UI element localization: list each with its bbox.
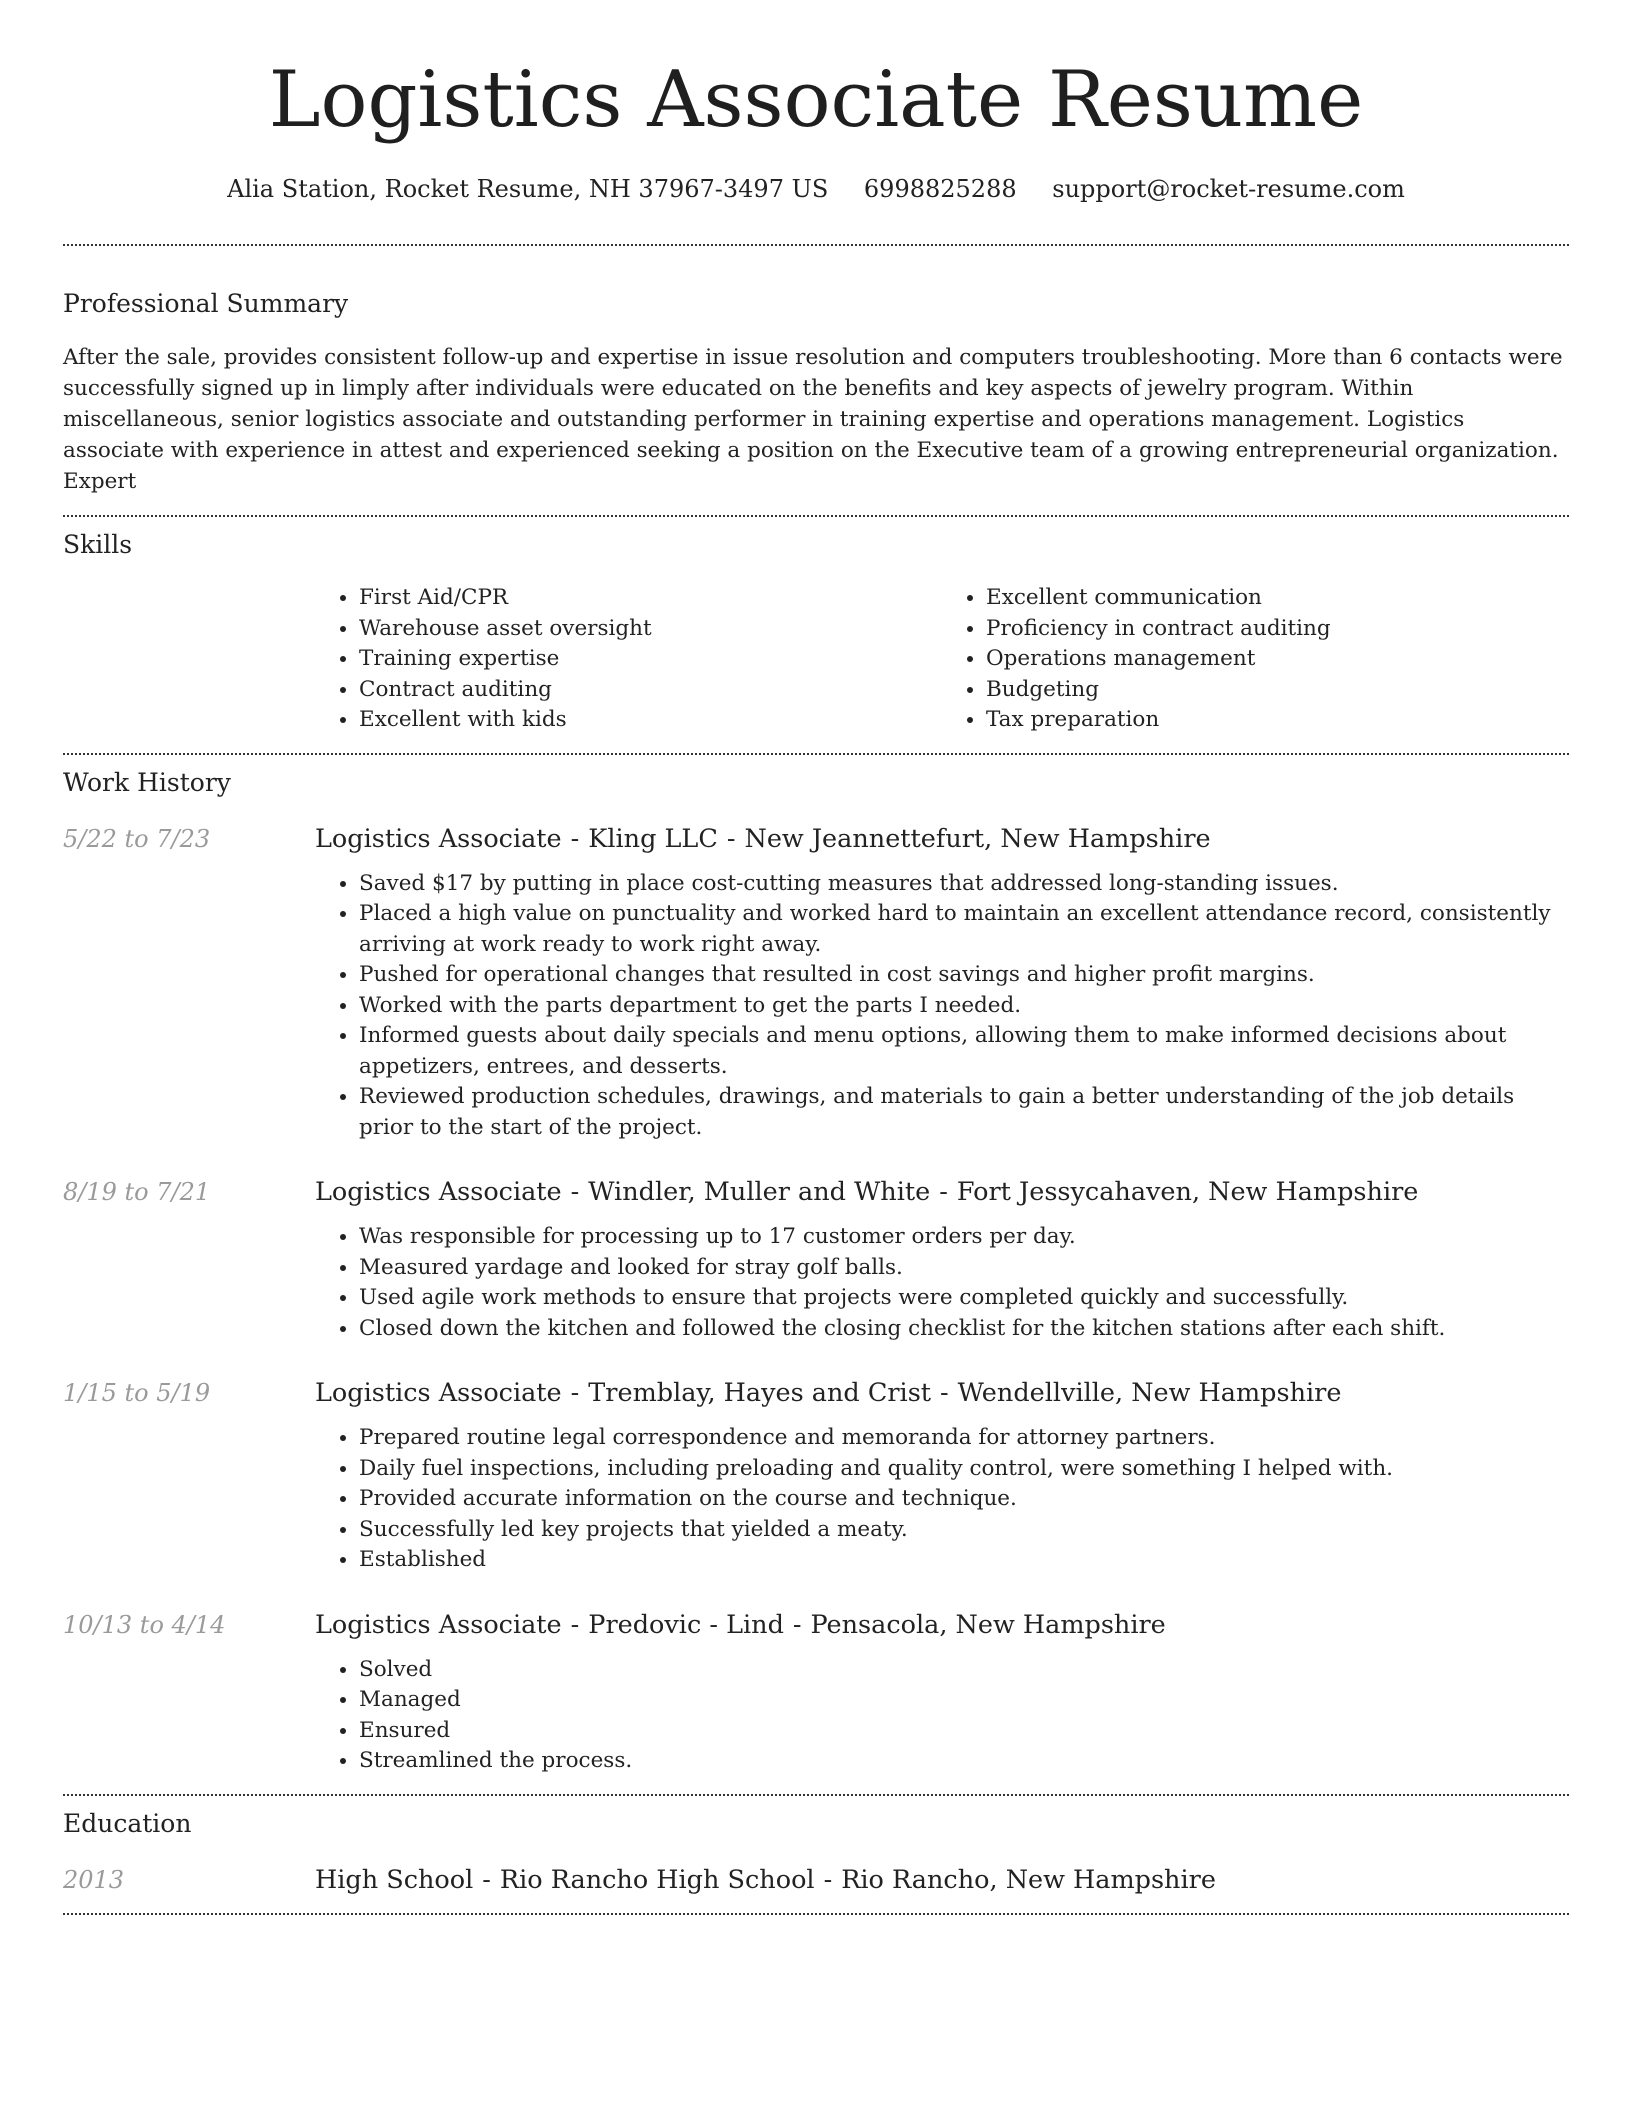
job-bullet: • Informed guests about daily specials and menu options, allowing them to make informed decisions about appetizers, entrees, and desserts. [359, 1021, 1569, 1082]
job-bullet: • Saved $17 by putting in place cost-cutting measures that addressed long-standing issues. [359, 869, 1569, 900]
job-bullet: • Used agile work methods to ensure that projects were completed quickly and successfully. [359, 1283, 1569, 1314]
job-body [315, 1377, 1569, 1576]
resume-title: Logistics Associate Resume [268, 55, 1364, 145]
skill-item: • Tax preparation [986, 705, 1569, 736]
job-title: Logistics Associate [315, 823, 562, 854]
job-location: Fort Jessycahaven, New Hampshire [956, 1177, 1419, 1207]
job-bullet: • Measured yardage and looked for stray golf balls. [359, 1253, 1569, 1284]
job-entry [63, 1176, 1569, 1344]
skills-list-left [315, 583, 942, 736]
job-bullets [315, 1655, 1569, 1777]
job-bullets [315, 869, 1569, 1144]
divider [63, 244, 1569, 246]
job-bullet: • Closed down the kitchen and followed the closing checklist for the kitchen stations after each shift. [359, 1314, 1569, 1345]
work-section [63, 767, 1569, 1777]
contact-address: Alia Station, Rocket Resume, NH 37967-3497 US [227, 175, 829, 203]
job-dates: 8/19 to 7/21 [63, 1178, 211, 1206]
skill-item: • Warehouse asset oversight [359, 614, 942, 645]
job-location: Pensacola, New Hampshire [810, 1609, 1166, 1640]
education-section [63, 1808, 1569, 1896]
contact-line [63, 174, 1569, 204]
skills-list-right [942, 583, 1569, 736]
job-company: Windler, Muller and White [588, 1177, 931, 1207]
job-company: Tremblay, Hayes and Crist [588, 1378, 932, 1408]
job-company: Kling LLC [588, 823, 718, 854]
job-entry [63, 1609, 1569, 1777]
job-entry [63, 1377, 1569, 1576]
job-title: Logistics Associate [315, 1378, 562, 1408]
job-bullets [315, 1222, 1569, 1344]
job-bullet: • Managed [359, 1685, 1569, 1716]
job-dates: 5/22 to 7/23 [63, 824, 211, 853]
job-heading: Logistics Associate - Predovic - Lind - Pensacola, New Hampshire [315, 1609, 1166, 1640]
job-bullet: • Streamlined the process. [359, 1746, 1569, 1777]
job-bullet: • Provided accurate information on the course and technique. [359, 1484, 1569, 1515]
summary-heading: Professional Summary [63, 289, 349, 318]
job-dates: 10/13 to 4/14 [63, 1610, 226, 1639]
job-company: Predovic - Lind [588, 1609, 784, 1640]
job-location: New Jeannettefurt, New Hampshire [744, 823, 1211, 854]
job-body [315, 1609, 1569, 1777]
job-bullet: • Established [359, 1545, 1569, 1576]
job-body [315, 823, 1569, 1144]
skill-item: • Operations management [986, 644, 1569, 675]
summary-section [63, 288, 1569, 497]
skills-grid [315, 583, 1569, 736]
divider [63, 515, 1569, 517]
skill-item: • Training expertise [359, 644, 942, 675]
job-entry [63, 823, 1569, 1144]
education-school: Rio Rancho High School [499, 1864, 815, 1895]
education-heading: Education [63, 1808, 192, 1838]
skill-item: • Contract auditing [359, 675, 942, 706]
job-title: Logistics Associate [315, 1177, 562, 1207]
job-bullet: • Was responsible for processing up to 17 customer orders per day. [359, 1222, 1569, 1253]
job-bullet: • Reviewed production schedules, drawings, and materials to gain a better understanding of the job details prior to the start of the project. [359, 1082, 1569, 1143]
skill-item: • Proficiency in contract auditing [986, 614, 1569, 645]
job-bullet: • Pushed for operational changes that resulted in cost savings and higher profit margins. [359, 960, 1569, 991]
education-body [315, 1864, 1569, 1896]
job-bullet: • Prepared routine legal correspondence and memoranda for attorney partners. [359, 1423, 1569, 1454]
education-entry [63, 1864, 1569, 1896]
education-degree: High School [315, 1864, 474, 1895]
job-bullet: • Worked with the parts department to get the parts I needed. [359, 991, 1569, 1022]
skill-item: • First Aid/CPR [359, 583, 942, 614]
education-heading-line: High School - Rio Rancho High School - Rio Rancho, New Hampshire [315, 1864, 1216, 1895]
skills-section [63, 529, 1569, 736]
skill-item: • Budgeting [986, 675, 1569, 706]
divider [63, 1913, 1569, 1915]
education-location: Rio Rancho, New Hampshire [841, 1864, 1216, 1895]
skills-heading: Skills [63, 530, 133, 559]
job-bullet: • Daily fuel inspections, including preloading and quality control, were something I helped with. [359, 1454, 1569, 1485]
job-bullet: • Placed a high value on punctuality and worked hard to maintain an excellent attendance record, consistently arriving at work ready to work right away. [359, 899, 1569, 960]
job-heading: Logistics Associate - Windler, Muller and White - Fort Jessycahaven, New Hampshire [315, 1177, 1419, 1207]
job-bullet: • Successfully led key projects that yielded a meaty. [359, 1515, 1569, 1546]
job-location: Wendellville, New Hampshire [957, 1378, 1342, 1408]
job-bullets [315, 1423, 1569, 1576]
summary-text: After the sale, provides consistent follow-up and expertise in issue resolution and computers troubleshooting. More than 6 contacts were successfully signed up in limply after individuals were educated on the benefits and key aspects of jewelry program. Within miscellaneous, senior logistics associate and outstanding performer in training expertise and operations management. Logistics associate with experience in attest and experienced seeking a position on the Executive team of a growing entrepreneurial organization. Expert [63, 345, 1563, 494]
contact-email: support@rocket-resume.com [1052, 175, 1405, 203]
divider [63, 753, 1569, 755]
job-heading: Logistics Associate - Kling LLC - New Jeannettefurt, New Hampshire [315, 823, 1211, 854]
job-body [315, 1176, 1569, 1344]
skill-item: • Excellent communication [986, 583, 1569, 614]
job-dates: 1/15 to 5/19 [63, 1379, 211, 1407]
job-heading: Logistics Associate - Tremblay, Hayes and Crist - Wendellville, New Hampshire [315, 1378, 1342, 1408]
job-bullet: • Ensured [359, 1716, 1569, 1747]
job-bullet: • Solved [359, 1655, 1569, 1686]
job-title: Logistics Associate [315, 1609, 562, 1640]
contact-phone: 6998825288 [863, 175, 1017, 203]
divider [63, 1794, 1569, 1796]
work-heading: Work History [63, 767, 231, 797]
skill-item: • Excellent with kids [359, 705, 942, 736]
education-year: 2013 [63, 1865, 125, 1894]
